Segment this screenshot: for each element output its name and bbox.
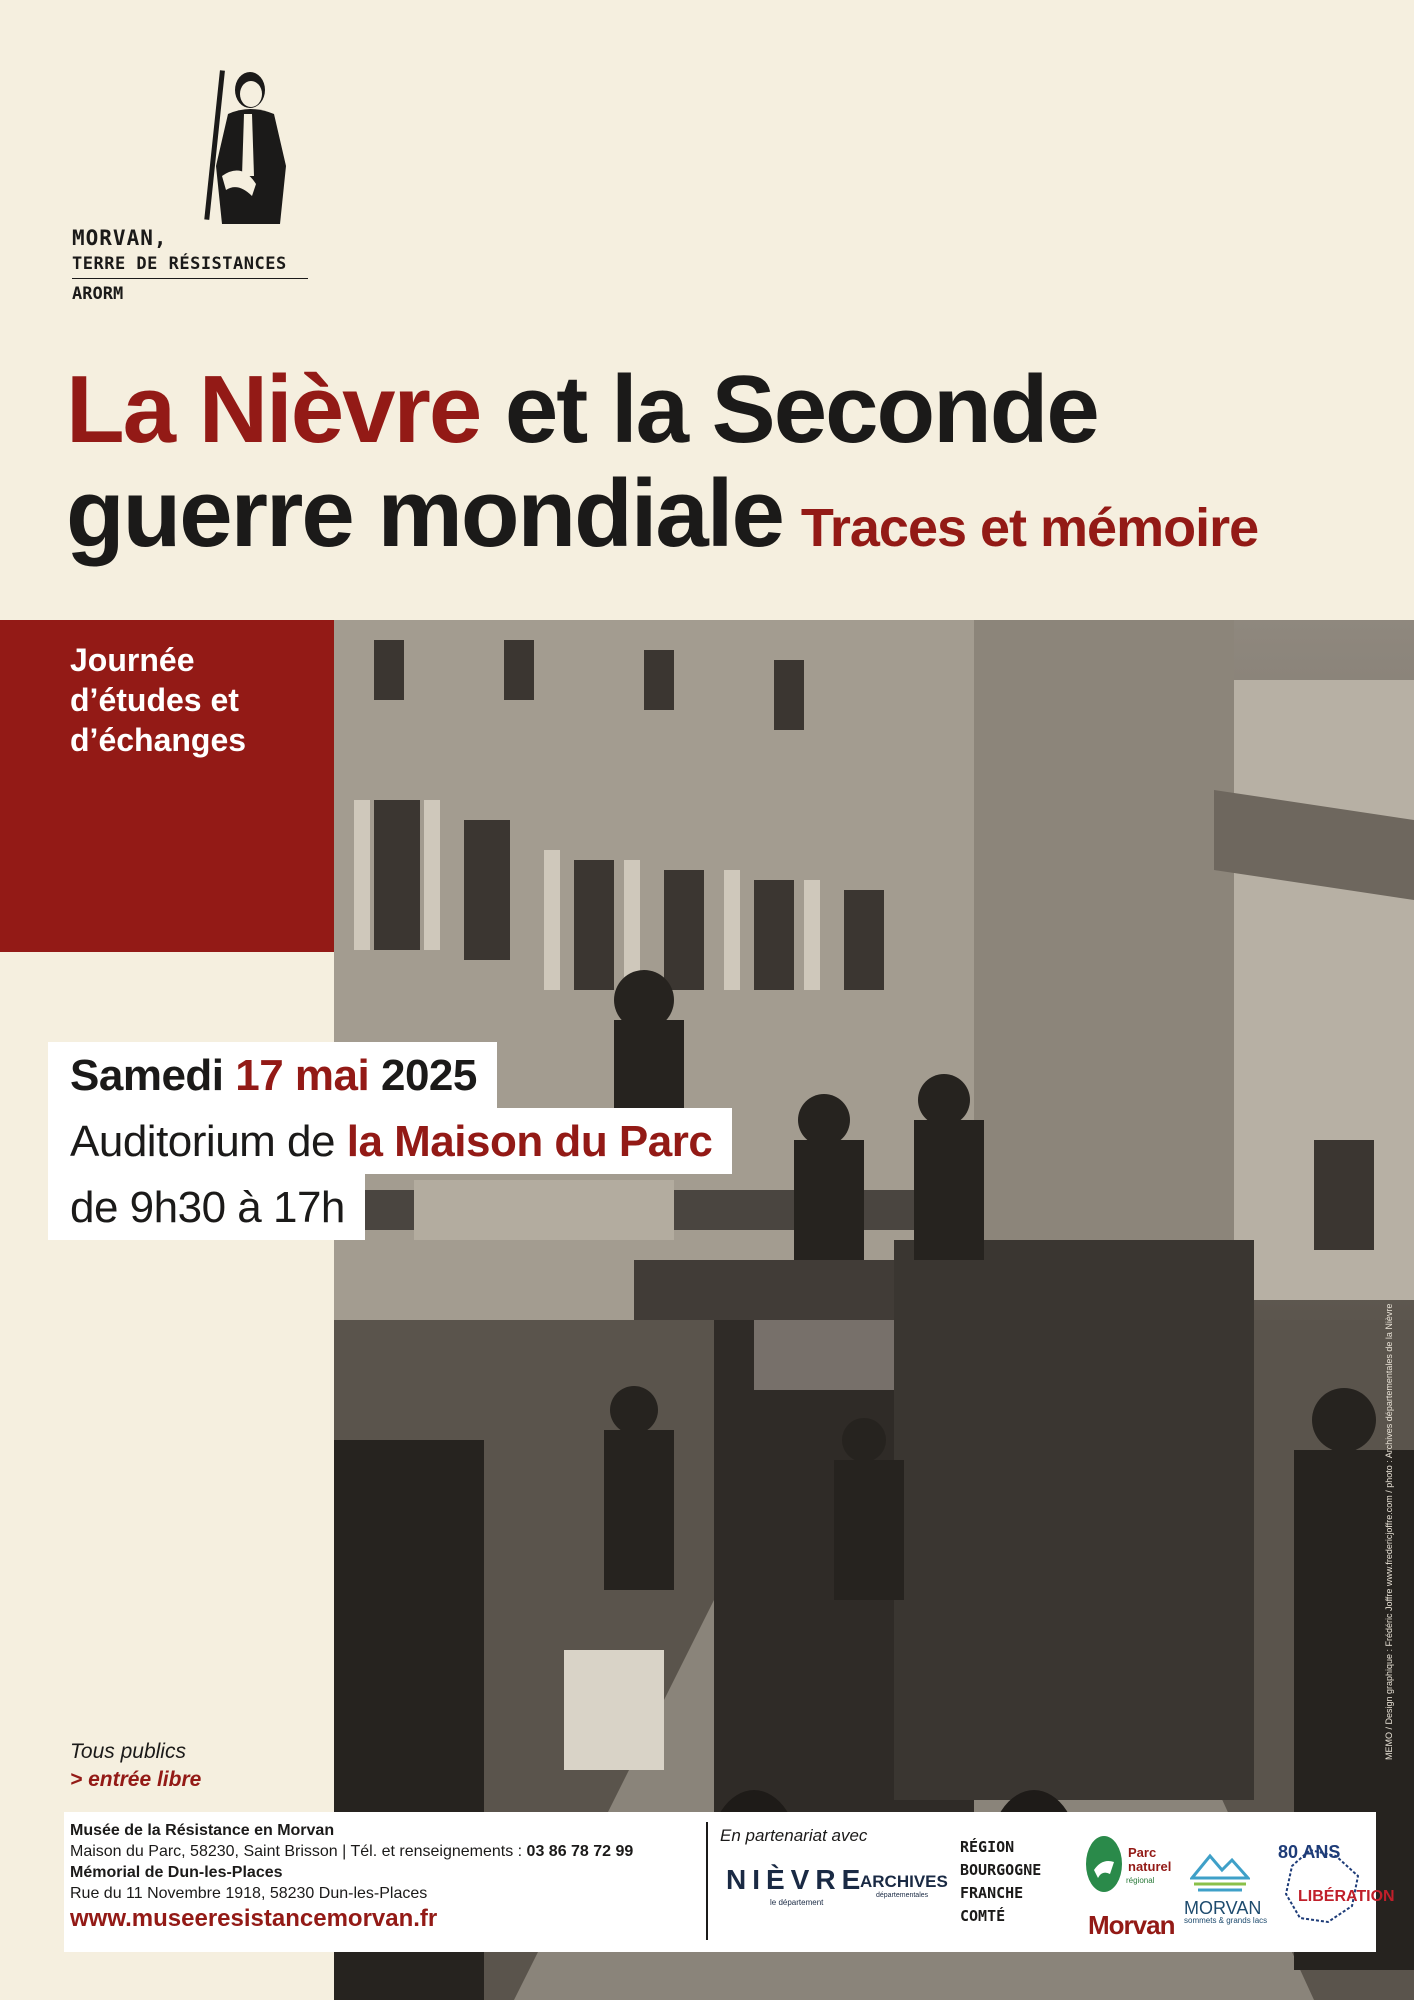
audience-info [70,1738,201,1794]
liberation-photo [334,620,1414,2000]
venue-name: la Maison du Parc [346,1117,713,1166]
region-line4: COMTÉ [960,1907,1006,1925]
nievre-logo-sub: le département [770,1898,824,1907]
venue-line [48,1108,732,1174]
event-type-line1: Journée [70,642,195,678]
parc-logo-name: Morvan [1088,1910,1175,1940]
memorial-address: Rue du 11 Novembre 1918, 58230 Dun-les-Places [70,1885,428,1902]
museum-address: Maison du Parc, 58230, Saint Brisson | Tél. et renseignements : [70,1843,527,1860]
parc-horse-icon [1084,1834,1124,1898]
museum-name: Musée de la Résistance en Morvan [70,1822,335,1839]
footer-contact [70,1820,634,1932]
poster-title [66,358,1258,580]
parc-logo-title [1128,1846,1171,1874]
logo-line-3: ARORM [72,284,124,304]
free-entry: > entrée libre [70,1768,202,1791]
nievre-logo: NIÈVRE [726,1864,867,1895]
title-line1-rest: et la Seconde [480,356,1098,463]
hours-line: de 9h30 à 17h [48,1174,365,1240]
region-line3: FRANCHE [960,1884,1024,1902]
event-type-line3: d’échanges [70,722,247,758]
anniversary-label: 80 ANS [1278,1842,1341,1862]
event-type-line2: d’études et [70,682,239,718]
date-block [48,1042,732,1240]
liberation-label: LIBÉRATION [1298,1888,1395,1905]
phone-number: 03 86 78 72 99 [526,1843,634,1860]
logo-line-1: MORVAN, [72,226,168,250]
partner-label: En partenariat avec [720,1826,868,1845]
parc-title-line2: naturel [1128,1859,1172,1874]
parc-title-line1: Parc [1128,1845,1157,1860]
title-line2: guerre mondiale [66,460,783,567]
region-logo [960,1836,1041,1928]
event-date: 17 mai [235,1051,370,1100]
resistance-fighter-icon [182,66,310,228]
morvan-mountains-icon [1190,1844,1250,1896]
parc-sub-line1: régional [1126,1876,1155,1885]
footer-divider [706,1822,708,1940]
title-red-part: La Nièvre [66,356,481,463]
website-link[interactable]: www.museeresistancemorvan.fr [70,1905,438,1932]
memorial-name: Mémorial de Dun-les-Places [70,1864,283,1881]
date-line [48,1042,497,1108]
footer [64,1812,1395,1952]
event-day: Samedi [70,1051,224,1100]
morvan-logo: MORVAN [1184,1898,1262,1918]
morvan-logo-sub: sommets & grands lacs [1184,1916,1268,1925]
region-line1: RÉGION [960,1838,1015,1856]
museum-address-line [70,1841,633,1862]
venue-prefix: Auditorium de [70,1117,335,1166]
street-scene-illustration [334,620,1414,2000]
archives-logo: ARCHIVES [860,1872,948,1891]
photo-credit: MEMO / Design graphique : Frédéric Joffre www.fredericjoffre.com / photo : Archives départementales de la Nièvre [1384,1303,1394,1760]
logo-line-2: TERRE DE RÉSISTANCES [72,254,308,279]
event-type-box [0,620,334,952]
region-line2: BOURGOGNE [960,1861,1042,1879]
archives-logo-sub: départementales [876,1892,929,1899]
audience-label: Tous publics [70,1740,186,1763]
title-subtitle: Traces et mémoire [800,498,1259,558]
event-year: 2025 [380,1051,477,1100]
parc-logo-sub [1126,1876,1154,1885]
